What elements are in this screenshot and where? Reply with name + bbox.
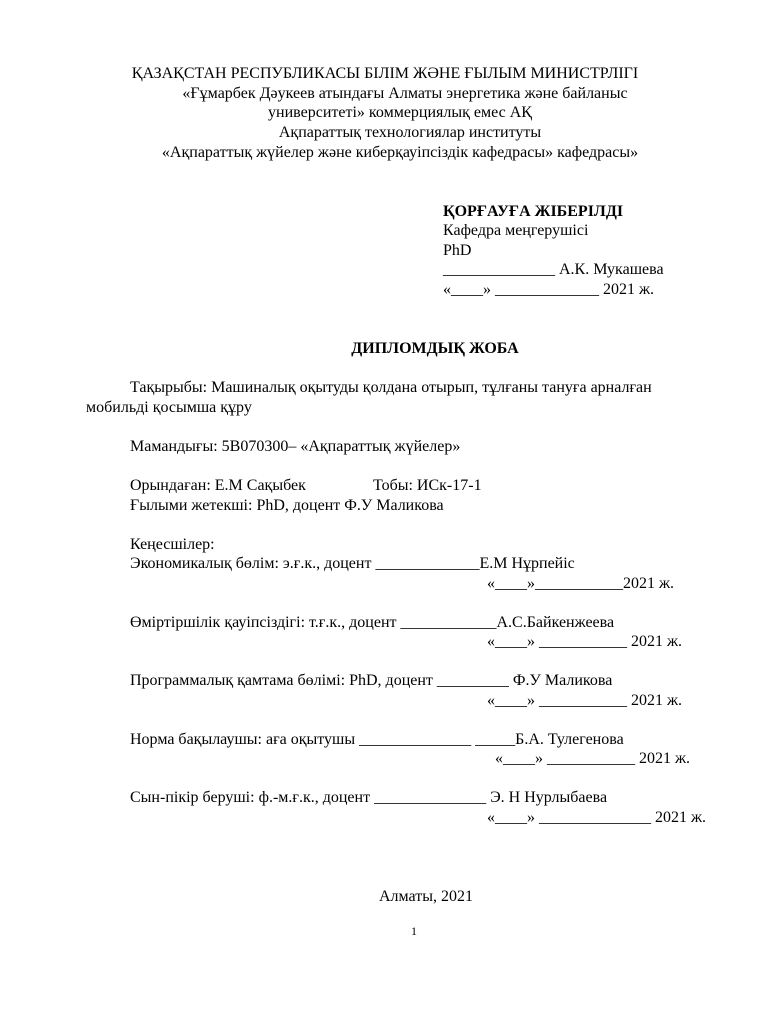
city-year: Алматы, 2021 (379, 888, 473, 905)
consultant-software: Программалық қамтама бөлімі: PhD, доцент _________ Ф.У Маликова (130, 672, 613, 689)
institute-line: Ақпараттық технологиялар институты (278, 124, 542, 141)
approval-signature: ______________ А.К. Мукашева (443, 261, 664, 278)
approval-title: ҚОРҒАУҒА ЖІБЕРІЛДІ (443, 203, 624, 220)
ministry-line: ҚАЗАҚСТАН РЕСПУБЛИКАСЫ БІЛІМ ЖӘНЕ ҒЫЛЫМ МИНИСТРЛІГІ (131, 65, 639, 82)
specialty: Мамандығы: 5В070300– «Ақпараттық жүйелер» (130, 438, 461, 455)
approval-degree: PhD (443, 242, 472, 259)
approval-role: Кафедра меңгерушісі (443, 222, 589, 239)
group: Тобы: ИСк-17-1 (373, 477, 482, 494)
university-line-1: «Ғұмарбек Дәукеев атындағы Алматы энергетика және байланыс (182, 85, 628, 102)
document-title: ДИПЛОМДЫҚ ЖОБА (351, 340, 519, 357)
performer: Орындаған: Е.М Сақыбек (130, 477, 306, 494)
consultants-label: Кеңесшілер: (130, 536, 215, 553)
consultant-software-date: «____» ___________ 2021 ж. (487, 692, 683, 709)
topic-line-2: мобильді қосымша құру (86, 399, 252, 416)
norm-controller: Норма бақылаушы: аға оқытушы ______________ _____Б.А. Тулегенова (130, 731, 624, 748)
consultant-economic-date: «____»___________2021 ж. (487, 575, 675, 592)
approval-date: «____» _____________ 2021 ж. (443, 281, 655, 298)
reviewer: Сын-пікір беруші: ф.-м.ғ.к., доцент ______________ Э. Н Нурлыбаева (130, 789, 608, 806)
topic-line-1: Тақырыбы: Машиналық оқытуды қолдана отырып, тұлғаны тануға арналған (130, 379, 652, 396)
department-line: «Ақпараттық жүйелер және киберқауіпсіздік кафедрасы» кафедрасы» (161, 144, 639, 161)
university-line-2: университеті» коммерциялық емес АҚ (268, 104, 532, 121)
consultant-economic: Экономикалық бөлім: э.ғ.к., доцент _____________Е.М Нұрпейіс (130, 555, 575, 572)
page-number: 1 (411, 924, 417, 938)
supervisor: Ғылыми жетекші: PhD, доцент Ф.У Маликова (130, 497, 444, 514)
reviewer-date: «____» ______________ 2021 ж. (487, 809, 707, 826)
consultant-safety-date: «____» ___________ 2021 ж. (487, 633, 683, 650)
consultant-safety: Өміртіршілік қауіпсіздігі: т.ғ.к., доцент ____________А.С.Байкенжеева (130, 614, 615, 631)
norm-controller-date: «____» ___________ 2021 ж. (495, 750, 691, 767)
